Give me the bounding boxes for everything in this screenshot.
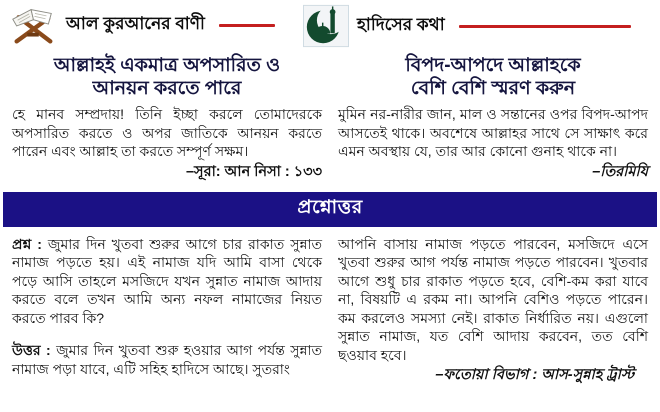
section-header-row xyxy=(0,0,660,52)
qa-banner-title: প্রশ্নোত্তর xyxy=(297,197,363,219)
question-text: জুমার দিন খুতবা শুরুর আগে চার রাকাত সুন্নাত নামাজ পড়তে হয়। এই নামাজ যদি আমি বাসা থেকে পড়ে আসি তাহলে মসজিদে যখন সুন্নাত নামাজ আদায় করতে বলে তখন আমি অন্য নফল নামাজের নিয়ত করতে পারব কি? xyxy=(12,235,323,326)
quran-section-title: আল কুরআনের বাণী xyxy=(66,14,205,33)
answer-paragraph-start xyxy=(12,341,322,378)
hadith-article xyxy=(330,52,656,185)
quran-section-header xyxy=(8,5,275,45)
answer-label: উত্তর : xyxy=(12,342,51,359)
question-paragraph xyxy=(12,235,322,327)
quran-article-body: হে মানব সম্প্রদায়! তিনি ইচ্ছা করলে তোমাদেরকে অপসারিত করতে ও অপর জাতিকে আনয়ন করতে পারেন এবং আল্লাহ তা করতে সম্পূর্ণ সক্ষম। xyxy=(12,106,322,159)
heading-line-2: বেশি বেশি স্মরণ করুন xyxy=(410,78,576,100)
red-divider-short xyxy=(219,24,275,27)
answer-paragraph-continued xyxy=(338,235,648,364)
qa-left-column xyxy=(4,233,330,385)
quran-article-attribution: –সূরা: আন নিসা : ১৩৩ xyxy=(185,163,322,180)
quran-article xyxy=(4,52,330,185)
heading-line-2: আনয়ন করতে পারে xyxy=(92,78,242,100)
hadith-section-title: হাদিসের কথা xyxy=(357,15,445,34)
quran-article-heading xyxy=(12,54,322,100)
answer-text-right: আপনি বাসায় নামাজ পড়তে পারবেন, মসজিদে এসে খুতবা শুরুর আগ পর্যন্ত নামাজ পড়তে পারবেন। খুতবার আগে শুধু চার রাকাত পড়তে হবে, বেশি-কম করা যাবে না, বিষয়টি এ রকম না। আপনি বেশিও পড়তে পারেন। কম করলেও সমস্যা নেই। রাকাত নির্ধারিত নয়। এগুলো সুন্নাত নামাজ, যত বেশি আদায় করবেন, তত বেশি ছওয়াব হবে। xyxy=(338,235,648,363)
qa-attribution: –ফতোয়া বিভাগ : আস-সুন্নাহ ট্রাস্ট xyxy=(435,367,634,384)
qa-right-column xyxy=(330,233,656,385)
hadith-article-body: মুমিন নর-নারীর জান, মাল ও সন্তানের ওপর বিপদ-আপদ আসতেই থাকে। অবশেষে আল্লাহর সাথে সে সাক্ষাৎ করে এমন অবস্থায় যে, তার আর কোনো গুনাহ থাকে না। xyxy=(338,106,648,159)
heading-line-1: আল্লাহই একমাত্র অপসারিত ও xyxy=(53,55,281,76)
article-columns xyxy=(0,52,660,185)
qa-columns xyxy=(0,233,660,385)
question-label: প্রশ্ন : xyxy=(12,235,42,252)
hadith-article-heading xyxy=(338,54,648,100)
red-divider-long xyxy=(459,25,631,28)
mosque-crescent-icon xyxy=(303,4,349,48)
hadith-section-header xyxy=(303,4,631,48)
answer-text-left: জুমার দিন খুতবা শুরু হওয়ার আগ পর্যন্ত সুন্নাত নামাজ পড়া যাবে, এটি সহিহ হাদিসে আছে। সুতরাং xyxy=(12,342,323,377)
hadith-article-attribution: –তিরমিযি xyxy=(592,163,648,180)
heading-line-1: বিপদ-আপদে আল্লাহকে xyxy=(405,55,581,76)
qa-banner xyxy=(3,192,657,227)
quran-rehal-icon xyxy=(8,5,58,45)
